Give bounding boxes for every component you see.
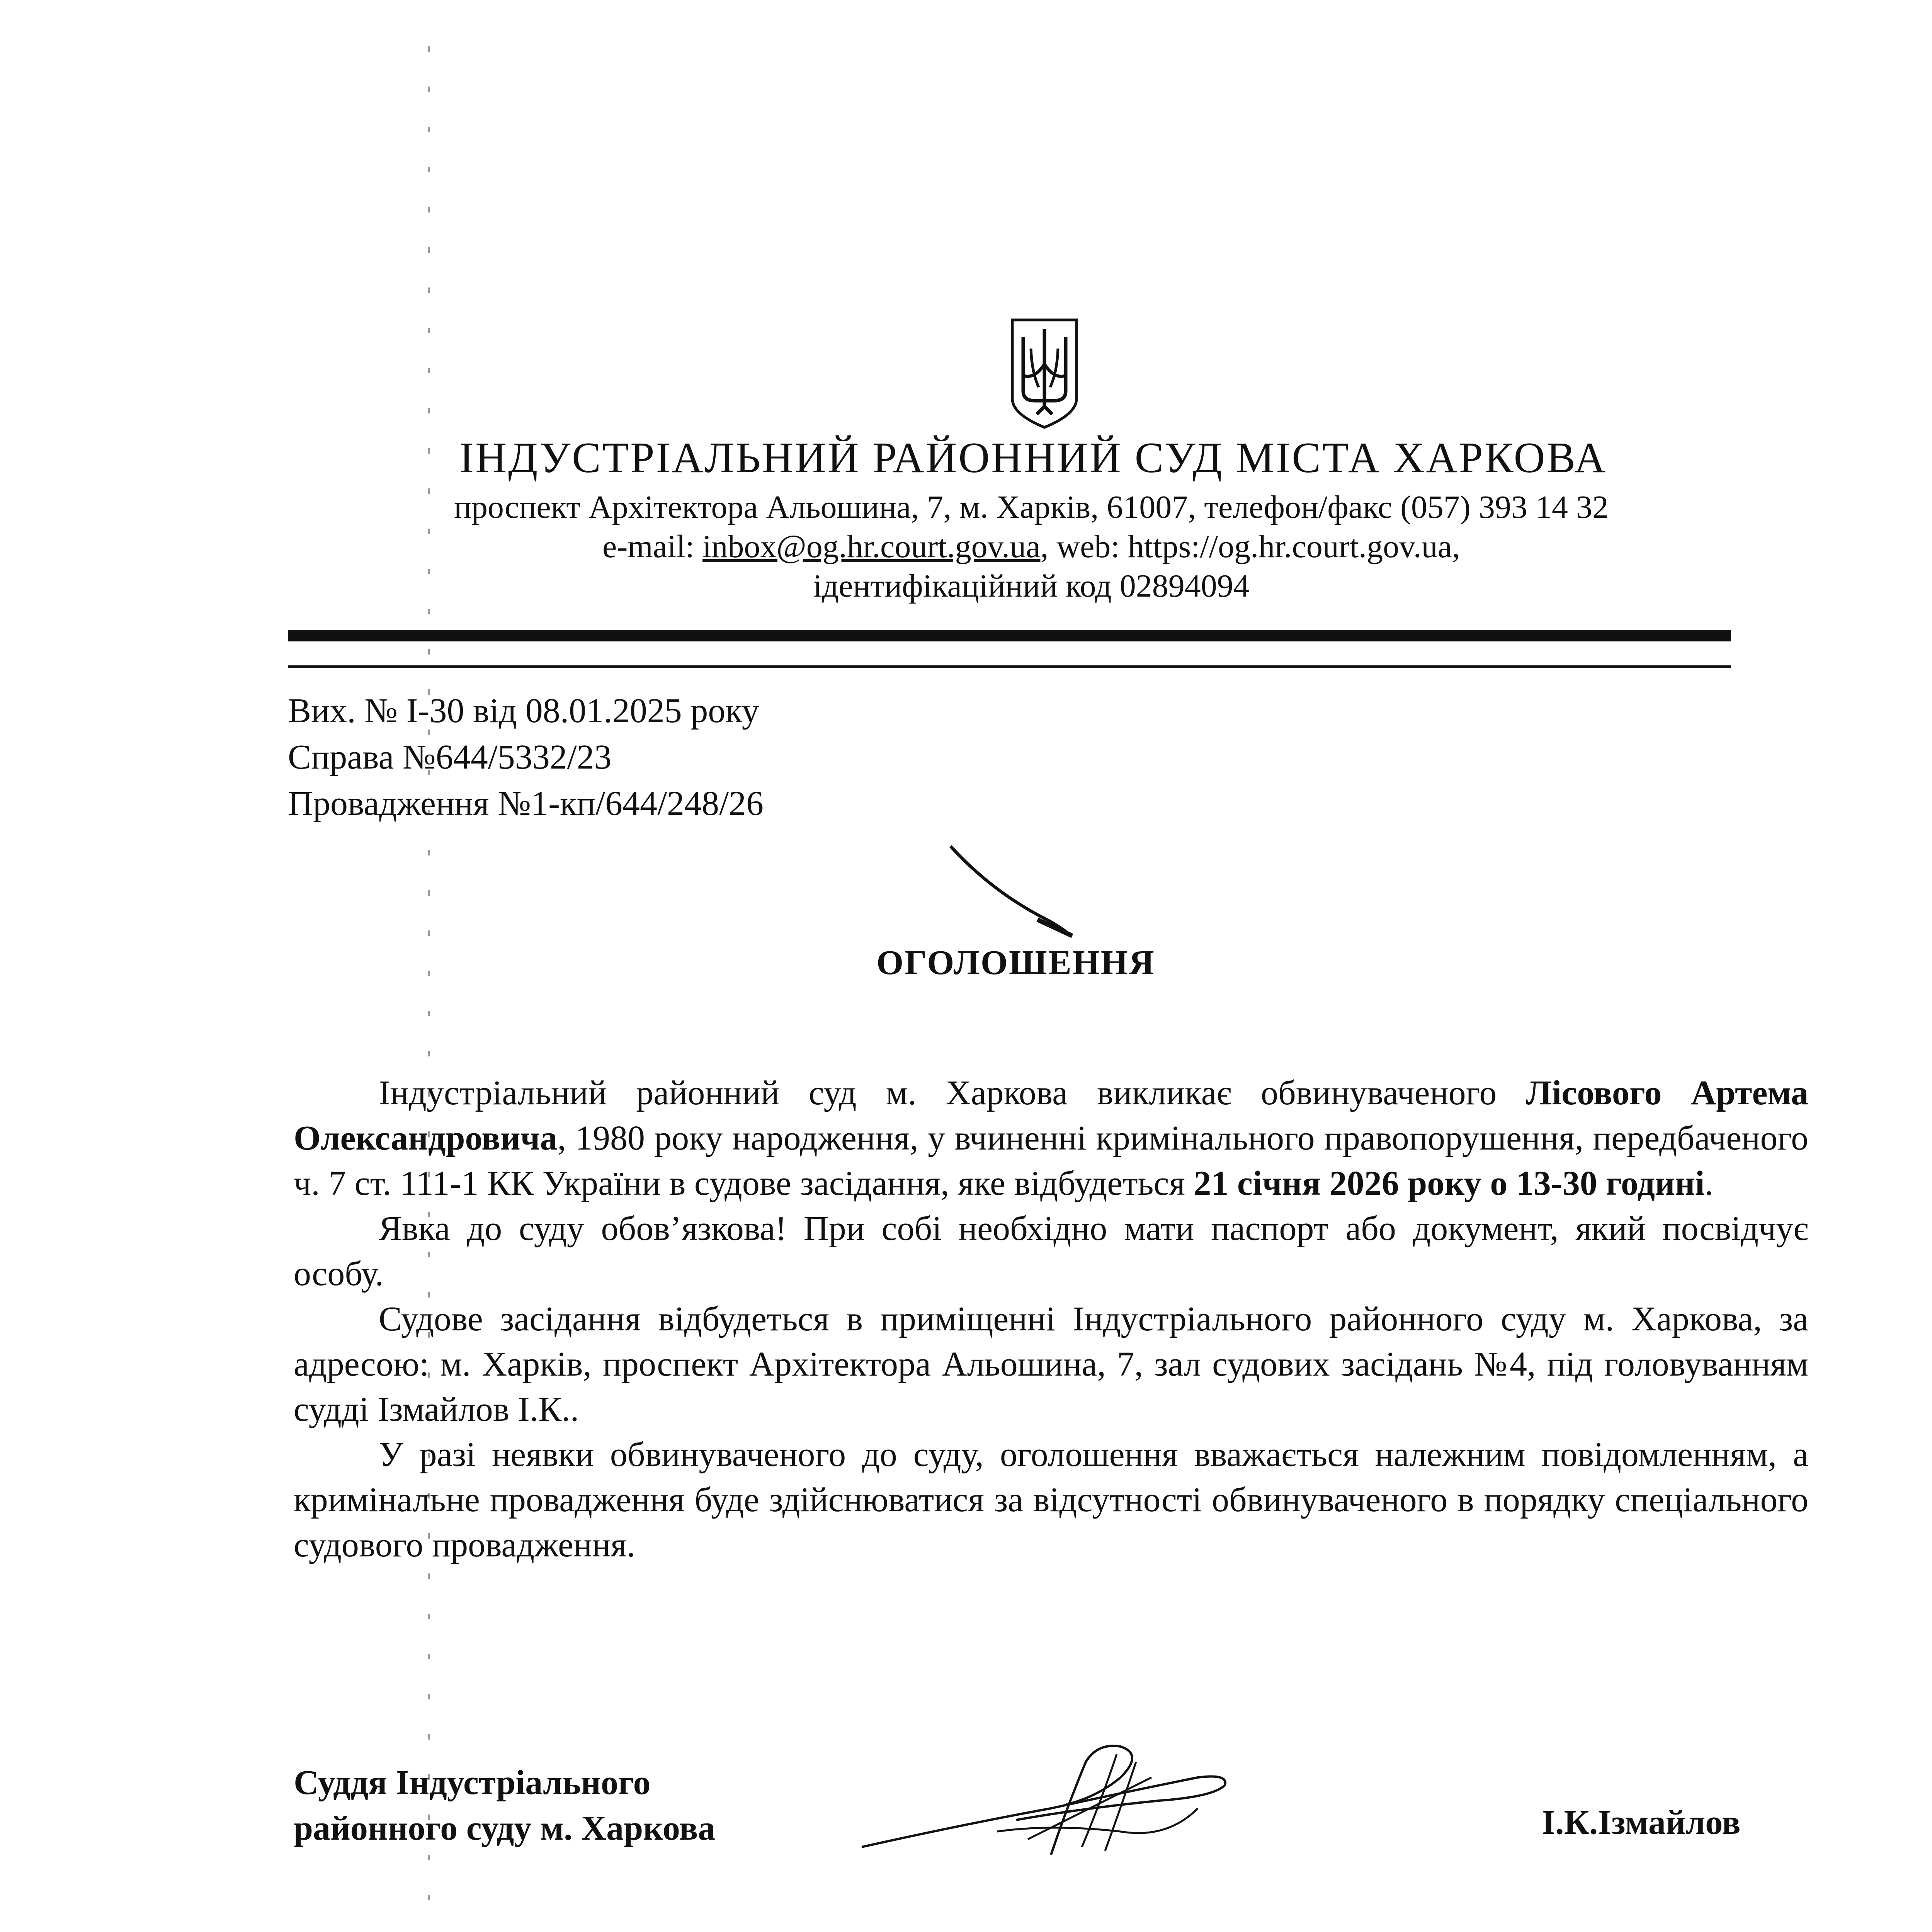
outgoing-number: Вих. № І-30 від 08.01.2025 року xyxy=(288,692,759,730)
paragraph-attendance: Явка до суду обов’язкова! При собі необхідно мати паспорт або документ, який посвідчує особу. xyxy=(294,1209,1808,1293)
header-rule-thin xyxy=(288,665,1731,668)
web-text: , web: https://og.hr.court.gov.ua, xyxy=(1040,529,1460,565)
email-label: e-mail: xyxy=(602,529,702,565)
paragraph-location: Судове засідання відбудеться в приміщенні Індустріального районного суду м. Харкова, за адресою: м. Харків, проспект Архітектора Альошина, 7, зал судових засідань №4, під головуванням судді Ізмайлов І.К.. xyxy=(294,1300,1808,1429)
signatory-name: І.К.Ізмайлов xyxy=(1542,1803,1741,1842)
signatory-title xyxy=(294,1760,715,1851)
accused-name: Лісового Артема Олександровича xyxy=(294,1074,1808,1157)
announcement-title: ОГОЛОШЕННЯ xyxy=(876,944,1155,982)
summons-details: , 1980 року народження, у вчиненні кримінального правопорушення, передбаченого ч. 7 ст. 111-1 КК України в судове засідання, яке відбудеться xyxy=(294,1119,1808,1202)
pen-stroke-mark xyxy=(943,842,1082,943)
trident-emblem-icon xyxy=(1008,318,1081,430)
court-id-code: ідентифікаційний код 02894094 xyxy=(813,568,1250,604)
scan-margin-dots xyxy=(427,46,431,1932)
summons-end: . xyxy=(1704,1164,1714,1202)
email-link[interactable]: inbox@og.hr.court.gov.ua xyxy=(702,529,1041,565)
handwritten-signature xyxy=(850,1731,1236,1878)
court-contacts xyxy=(0,526,1932,568)
document-references xyxy=(288,688,764,827)
header-rule-thick xyxy=(288,630,1731,641)
signatory-title-line2: районного суду м. Харкова xyxy=(294,1809,716,1847)
court-name: ІНДУСТРІАЛЬНИЙ РАЙОННИЙ СУД МІСТА ХАРКОВА xyxy=(459,434,1607,482)
proceeding-number: Провадження №1-кп/644/248/26 xyxy=(288,784,764,823)
paragraph-summons xyxy=(294,1070,1808,1206)
court-address: проспект Архітектора Альошина, 7, м. Харків, 61007, телефон/факс (057) 393 14 32 xyxy=(454,489,1609,525)
summons-text: Індустріальний районний суд м. Харкова викликає обвинуваченого xyxy=(379,1074,1526,1112)
announcement-body xyxy=(294,1070,1808,1568)
signatory-title-line1: Суддя Індустріального xyxy=(294,1764,651,1802)
case-number: Справа №644/5332/23 xyxy=(288,738,612,776)
paragraph-non-appearance: У разі неявки обвинуваченого до суду, оголошення вважається належним повідомленням, а кримінальне провадження буде здійснюватися за відсутності обвинуваченого в порядку спеціального судового провадження. xyxy=(294,1435,1808,1564)
hearing-datetime: 21 січня 2026 року о 13-30 годині xyxy=(1194,1164,1705,1202)
